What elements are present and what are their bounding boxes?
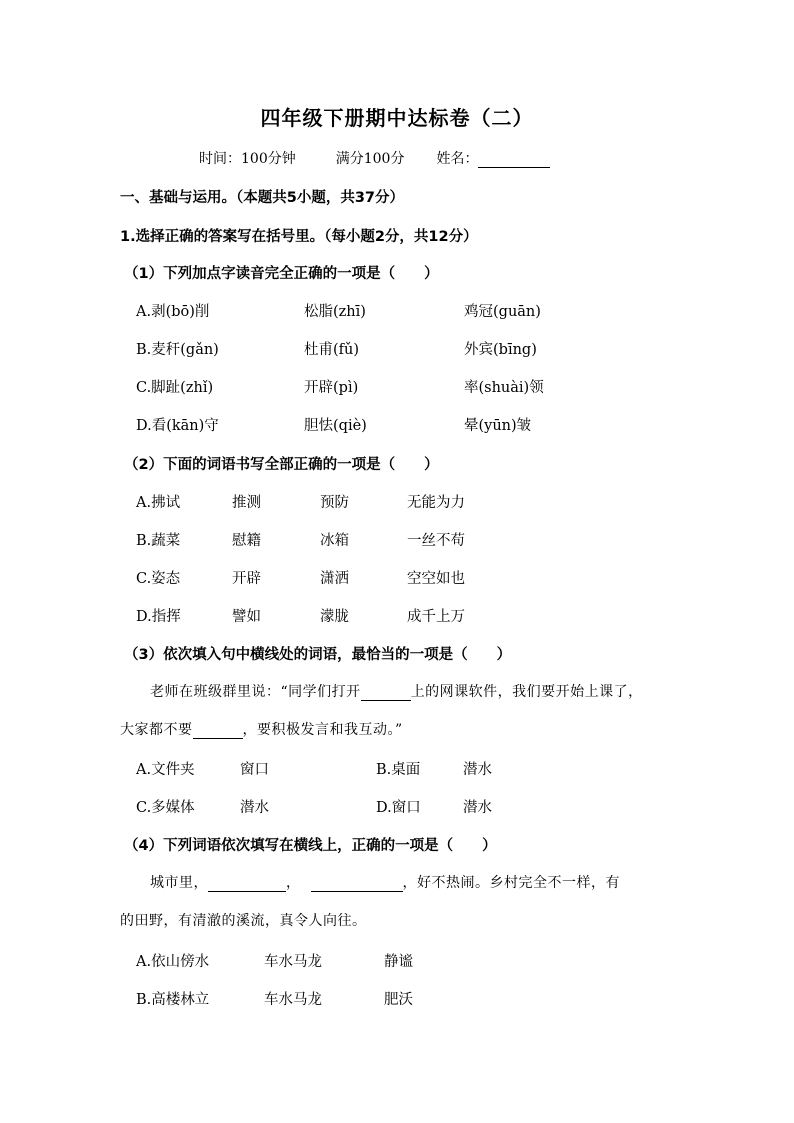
option-text: 潜水 [240,800,269,816]
name-blank[interactable] [478,153,550,168]
option-text: C.姿态 [136,571,181,587]
option-text: 静谧 [384,954,413,970]
score-label: 满分100分 [335,151,405,167]
option-text: A.文件夹 [136,762,195,778]
option-text: 开辟(pì) [304,380,359,396]
option-text: 成千上万 [407,609,465,625]
option-text: 窗口 [240,762,269,778]
fill-blank[interactable] [311,877,403,892]
fill-blank[interactable] [361,686,411,701]
option-text: 胆怯(qiè) [304,418,367,434]
sub-question-stem: （3）依次填入句中横线处的词语，最恰当的一项是（ ） [124,647,512,663]
option-text: 外宾(bīng) [464,342,537,358]
option-text: 车水马龙 [264,992,322,1008]
option-text: 濛胧 [320,609,349,625]
option-text: 肥沃 [384,992,413,1008]
section-heading: 一、基础与运用。（本题共5小题，共37分） [120,190,405,206]
option-text: 潜水 [463,800,492,816]
option-text: 无能为力 [407,495,465,511]
option-text: 一丝不苟 [407,533,465,549]
option-text: 潇洒 [320,571,349,587]
option-text: 松脂(zhī) [304,304,366,320]
option-text: D.看(kān)守 [136,418,219,434]
option-text: C.多媒体 [136,800,195,816]
sentence-line [150,681,643,701]
option-text: A.拂试 [136,495,181,511]
time-label: 时间：100分钟 [199,151,296,167]
option-text: 空空如也 [407,571,465,587]
option-text: 晕(yūn)皱 [464,418,532,434]
option-text: D.指挥 [136,609,181,625]
sub-question-stem: （2）下面的词语书写全部正确的一项是（ ） [124,457,439,473]
sentence-text: 大家都不要 [120,722,193,738]
name-label: 姓名： [436,151,479,167]
sentence-line [150,872,620,892]
option-text: 鸡冠(guān) [464,304,541,320]
sentence-text: ， [286,875,301,891]
question-heading: 1.选择正确的答案写在括号里。（每小题2分，共12分） [120,229,478,245]
option-text: 潜水 [463,762,492,778]
option-text: B.桌面 [376,762,421,778]
sub-question-stem: （4）下列词语依次填写在横线上，正确的一项是（ ） [124,838,497,854]
sentence-line [120,719,403,739]
option-text: A.依山傍水 [136,954,210,970]
sentence-text: 城市里， [150,875,208,891]
option-text: D.窗口 [376,800,421,816]
option-text: 预防 [320,495,349,511]
option-text: B.麦秆(gǎn) [136,342,219,358]
option-text: C.脚趾(zhǐ) [136,380,214,396]
option-text: 开辟 [232,571,261,587]
option-text: 率(shuài)领 [464,380,544,396]
option-text: B.高楼林立 [136,992,210,1008]
option-text: 车水马龙 [264,954,322,970]
sub-question-stem: （1）下列加点字读音完全正确的一项是（ ） [124,266,439,282]
option-text: B.蔬菜 [136,533,181,549]
option-text: 冰箱 [320,533,349,549]
sentence-line: 的田野，有清澈的溪流，真令人向往。 [120,913,367,929]
sentence-text: ，好不热闹。乡村完全不一样，有 [402,875,620,891]
fill-blank[interactable] [193,724,243,739]
sentence-text: 上的网课软件，我们要开始上课了， [410,684,643,700]
option-text: 杜甫(fǔ) [304,342,360,358]
option-text: 慰籍 [232,533,261,549]
fill-blank[interactable] [208,877,286,892]
option-text: 推测 [232,495,261,511]
option-text: 譬如 [232,609,261,625]
exam-title: 四年级下册期中达标卷（二） [260,106,534,130]
sentence-text: ，要积极发言和我互动。” [242,722,403,738]
option-text: A.剥(bō)削 [136,304,210,320]
exam-meta [199,148,550,168]
sentence-text: 老师在班级群里说：“同学们打开 [150,684,361,700]
